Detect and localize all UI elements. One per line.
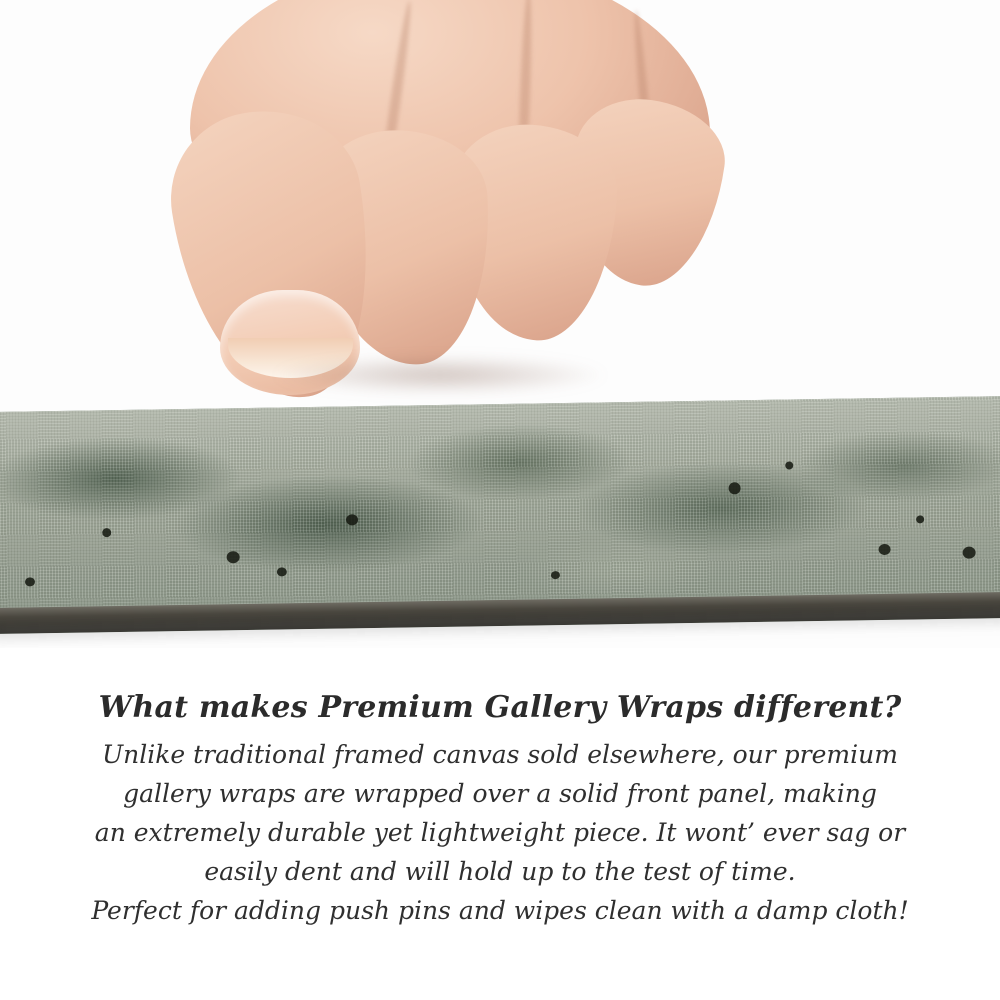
caption-line: an extremely durable yet lightweight piece. It wont’ ever sag or bbox=[94, 818, 906, 847]
canvas-weave-texture bbox=[0, 396, 1000, 608]
caption-line: Unlike traditional framed canvas sold elsewhere, our premium bbox=[102, 740, 898, 769]
canvas-speck bbox=[227, 551, 240, 563]
caption-line: gallery wraps are wrapped over a solid front panel, making bbox=[123, 779, 877, 808]
caption-line: easily dent and will hold up to the test of time. bbox=[204, 857, 796, 886]
gallery-wrap-canvas-slab bbox=[0, 396, 1000, 634]
canvas-speck bbox=[785, 461, 793, 469]
hand-shadow bbox=[270, 355, 610, 395]
canvas-speck bbox=[102, 528, 111, 537]
canvas-speck bbox=[277, 567, 287, 576]
canvas-speck bbox=[916, 515, 924, 523]
hand-illustration bbox=[120, 0, 720, 430]
caption-block bbox=[0, 690, 1000, 930]
caption-line: Perfect for adding push pins and wipes clean with a damp cloth! bbox=[91, 896, 909, 925]
caption-heading: What makes Premium Gallery Wraps different? bbox=[98, 690, 902, 725]
